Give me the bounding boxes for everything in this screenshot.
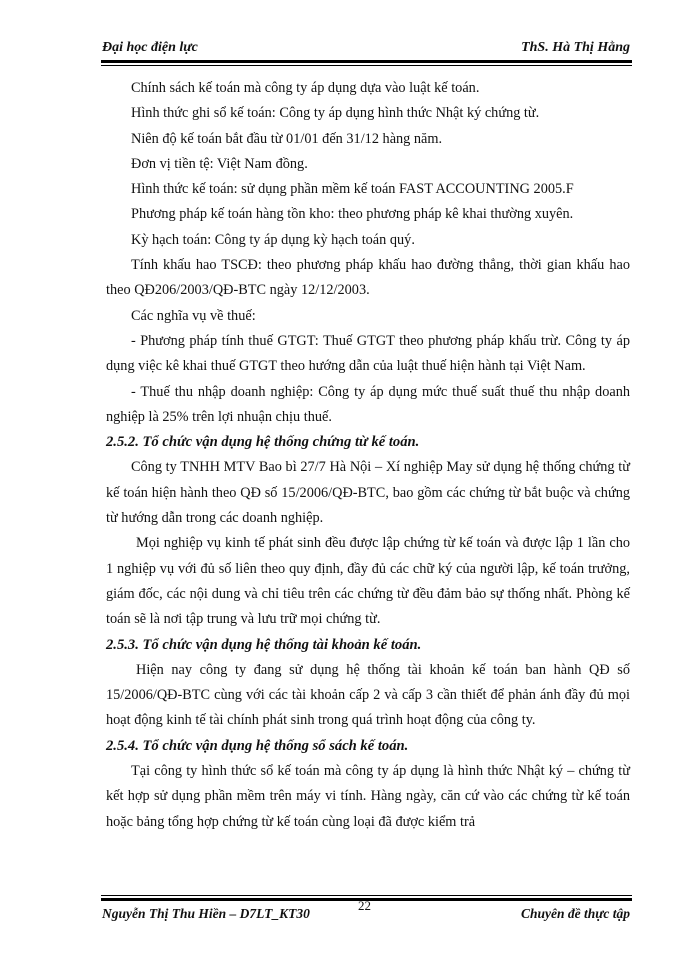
- page-number: 22: [358, 898, 371, 913]
- paragraph: Niên độ kế toán bắt đầu từ 01/01 đến 31/12 hàng năm.: [131, 130, 443, 147]
- footer-author: Nguyễn Thị Thu Hiền – D7LT_KT30: [102, 906, 310, 921]
- section-heading-2-5-4: 2.5.4. Tổ chức vận dụng hệ thống sổ sách kế toán.: [106, 737, 409, 754]
- paragraph: Các nghĩa vụ về thuế:: [131, 307, 256, 324]
- paragraph: Đơn vị tiền tệ: Việt Nam đồng.: [131, 155, 308, 172]
- page-header: [102, 40, 630, 60]
- paragraph: Hình thức ghi sổ kế toán: Công ty áp dụng hình thức Nhật ký chứng từ.: [131, 105, 540, 122]
- header-supervisor: ThS. Hà Thị Hằng: [521, 40, 630, 55]
- paragraph: Hình thức kế toán: sử dụng phần mềm kế toán FAST ACCOUNTING 2005.F: [131, 181, 574, 198]
- section-heading-2-5-3: 2.5.3. Tổ chức vận dụng hệ thống tài khoản kế toán.: [106, 636, 422, 653]
- page-footer: [102, 898, 630, 926]
- header-university: Đại học điện lực: [102, 40, 198, 55]
- header-rule-thin: [101, 65, 632, 66]
- paragraph: Tính khấu hao TSCĐ: theo phương pháp khấu hao đường thẳng, thời gian khấu hao theo QĐ206/2003/QĐ-BTC ngày 12/12/2003.: [106, 257, 630, 299]
- footer-doc-type: Chuyên đề thực tập: [521, 906, 630, 921]
- page-body: [106, 76, 630, 835]
- footer-rule-thin: [101, 895, 632, 896]
- paragraph: Hiện nay công ty đang sử dụng hệ thống tài khoản kế toán ban hành QĐ số 15/2006/QĐ-BTC cùng với các tài khoản cấp 2 và cấp 3 cần thiết để phản ánh đầy đủ mọi hoạt động kinh tế tài chính phát sinh trong quá trình hoạt động của công ty.: [106, 661, 630, 729]
- paragraph: Chính sách kế toán mà công ty áp dụng dựa vào luật kế toán.: [131, 80, 480, 96]
- paragraph: Phương pháp kế toán hàng tồn kho: theo phương pháp kê khai thường xuyên.: [131, 206, 574, 223]
- paragraph: - Phương pháp tính thuế GTGT: Thuế GTGT theo phương pháp khấu trừ. Công ty áp dụng việc kê khai thuế GTGT theo hướng dẫn của luật thuế hiện hành tại Việt Nam.: [106, 332, 630, 375]
- paragraph: Tại công ty hình thức sổ kế toán mà công ty áp dụng là hình thức Nhật ký – chứng từ kết hợp sử dụng phần mềm trên máy vi tính. Hàng ngày, căn cứ vào các chứng từ kế toán hoặc bảng tổng hợp chứng từ kế toán cùng loại đã được kiểm trả: [106, 763, 630, 830]
- paragraph: Công ty TNHH MTV Bao bì 27/7 Hà Nội – Xí nghiệp May sử dụng hệ thống chứng từ kế toán hiện hành theo QĐ số 15/2006/QĐ-BTC, bao gồm các chứng từ bắt buộc và chứng từ hướng dẫn trong các doanh nghiệp.: [106, 459, 630, 527]
- section-heading-2-5-2: 2.5.2. Tổ chức vận dụng hệ thống chứng từ kế toán.: [106, 434, 420, 451]
- paragraph: - Thuế thu nhập doanh nghiệp: Công ty áp dụng mức thuế suất thuế thu nhập doanh nghiệp là 25% trên lợi nhuận chịu thuế.: [106, 383, 630, 425]
- paragraph: Kỳ hạch toán: Công ty áp dụng kỳ hạch toán quý.: [131, 231, 415, 248]
- header-rule-thick: [101, 60, 632, 63]
- paragraph: Mọi nghiệp vụ kinh tế phát sinh đều được lập chứng từ kế toán và được lập 1 lần cho 1 nghiệp vụ với đủ số liên theo quy định, đầy đủ các chữ ký của người lập, kế toán trưởng, giám đốc, các nội dung và chỉ tiêu trên các chứng từ đều đảm bảo sự thống nhất. Phòng kế toán sẽ là nơi tập trung và lưu trữ mọi chứng từ.: [106, 535, 630, 628]
